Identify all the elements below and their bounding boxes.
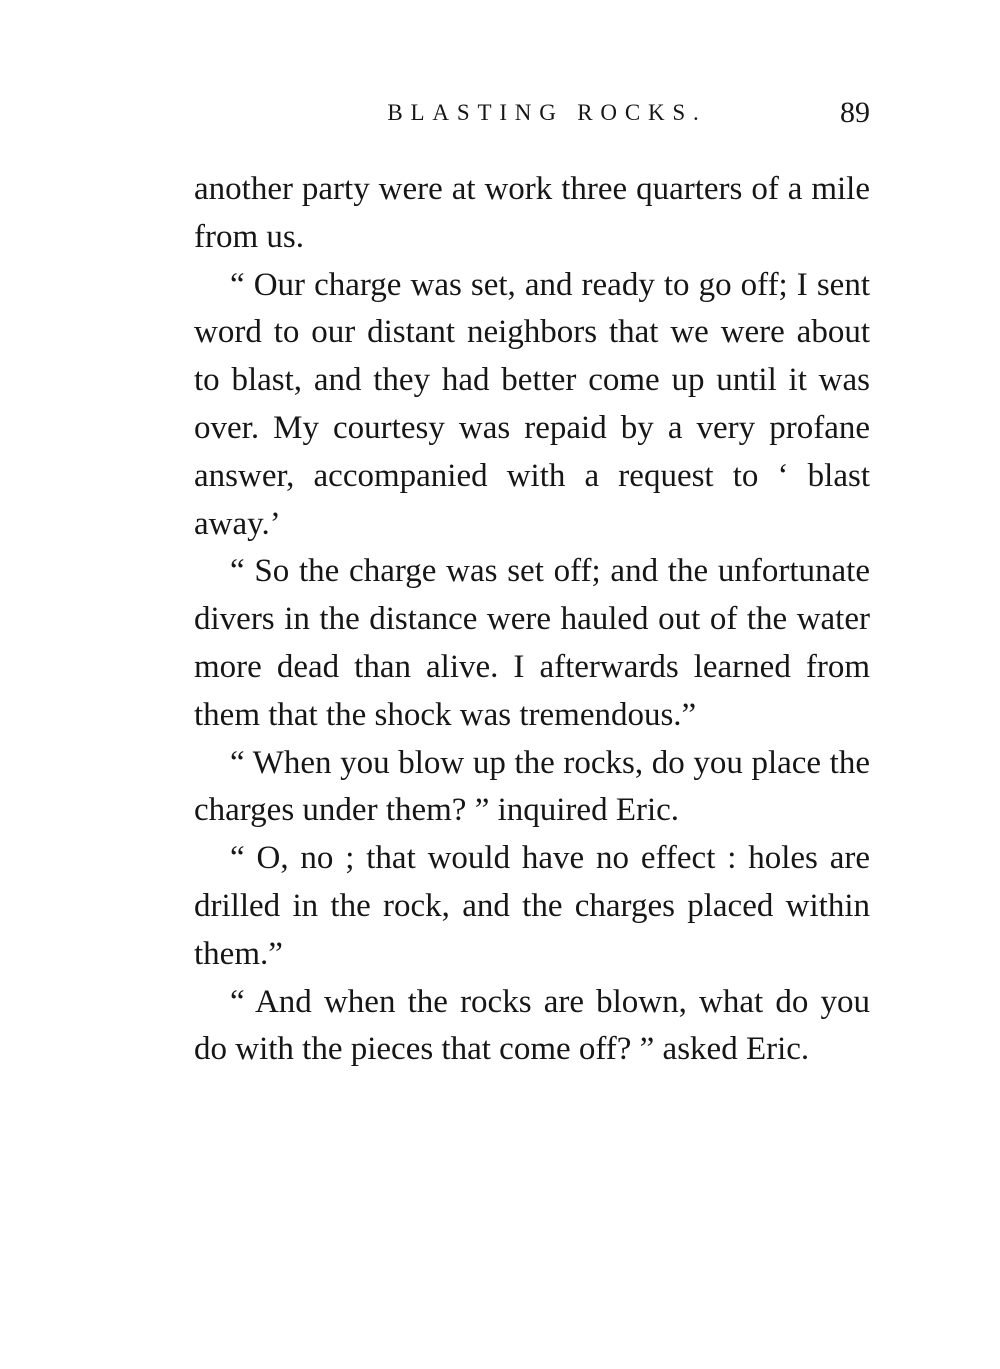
paragraph-5: “ O, no ; that would have no effect : holes are drilled in the rock, and the charges placed within them.” — [194, 840, 870, 972]
paragraph-3: “ So the charge was set off; and the unfortunate divers in the distance were hauled out of the water more dead than alive. I afterwards learned from them that the shock was tremendous.” — [194, 553, 870, 733]
paragraph-1: another party were at work three quarters of a mile from us. — [194, 171, 870, 255]
paragraph-4: “ When you blow up the rocks, do you place the charges under them? ” inquired Eric. — [194, 744, 870, 829]
chapter-title: BLASTING ROCKS. — [387, 100, 707, 125]
paragraph-2: “ Our charge was set, and ready to go off; I sent word to our distant neighbors that we were about to blast, and they had better come up until it was over. My courtesy was repaid by a very profane answer, accompanied with a request to ‘ blast away.’ — [194, 266, 870, 542]
body-text — [194, 166, 870, 1074]
running-head — [194, 96, 870, 136]
page-number: 89 — [840, 96, 870, 129]
paragraph-6: “ And when the rocks are blown, what do you do with the pieces that come off? ” asked Eric. — [194, 983, 870, 1068]
